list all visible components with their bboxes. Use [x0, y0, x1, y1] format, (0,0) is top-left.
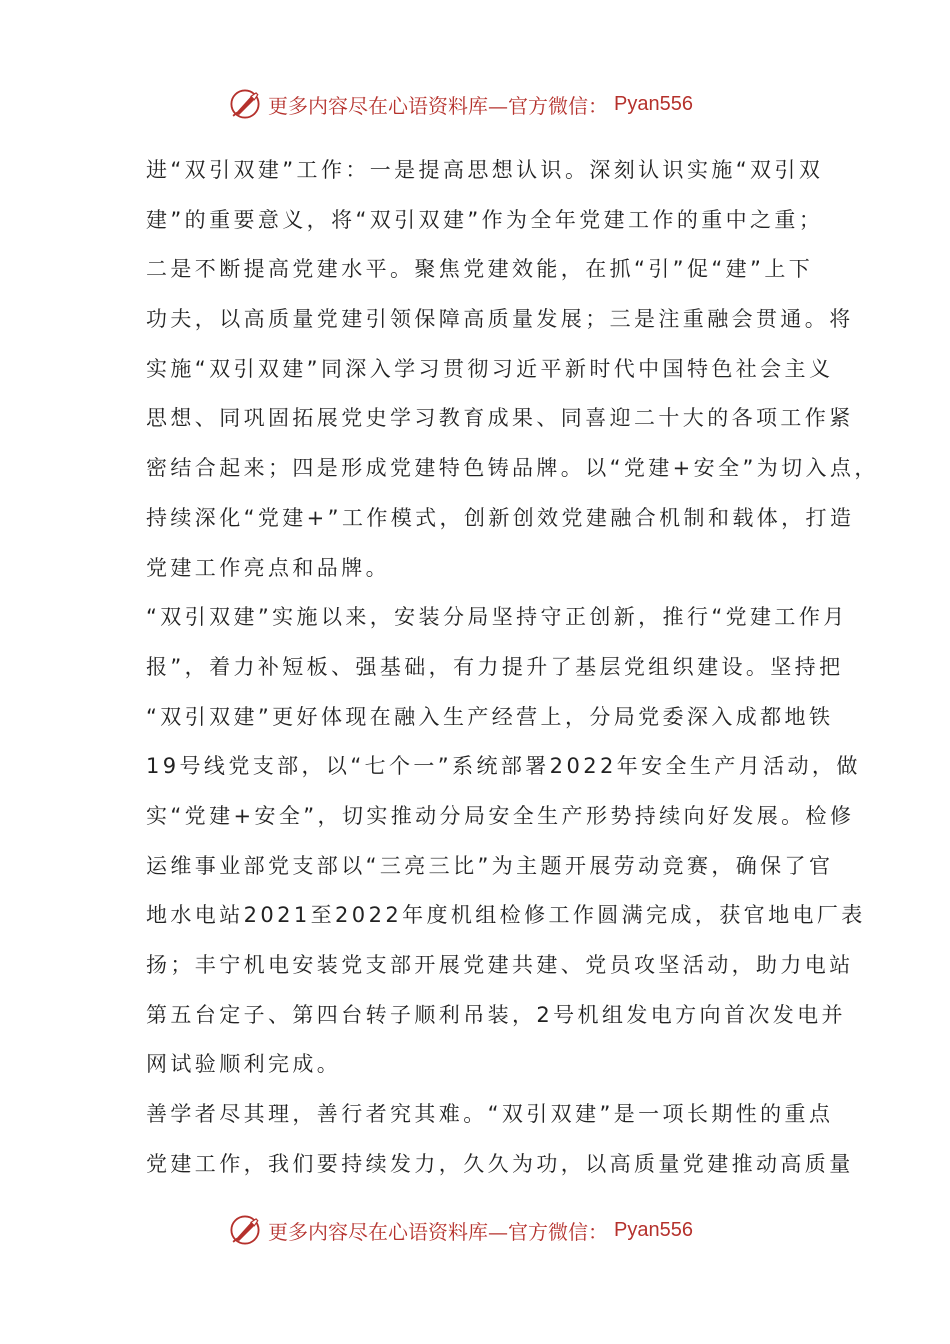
text-line: 思想、同巩固拓展党史学习教育成果、同喜迎二十大的各项工作紧: [146, 406, 854, 431]
text-line: 实施“双引双建”同深入学习贯彻习近平新时代中国特色社会主义: [146, 356, 834, 381]
text-line: 党建工作，我们要持续发力，久久为功，以高质量党建推动高质量: [146, 1151, 854, 1176]
pen-logo-icon: [228, 1213, 262, 1247]
text-line: 实“党建+安全”，切实推动分局安全生产形势持续向好发展。检修: [146, 803, 855, 828]
watermark-text: 更多内容尽在心语资料库—官方微信：: [268, 93, 608, 118]
pen-logo-icon: [228, 87, 262, 121]
text-line: 善学者尽其理，善行者究其难。“双引双建”是一项长期性的重点: [146, 1102, 834, 1127]
footer-watermark: [228, 1210, 693, 1250]
header-watermark: [228, 84, 693, 124]
watermark-text: 更多内容尽在心语资料库—官方微信：: [268, 1219, 608, 1244]
text-line: 进“双引双建”工作：一是提高思想认识。深刻认识实施“双引双: [146, 158, 824, 182]
watermark-wechat-id: Pyan556: [614, 92, 693, 115]
text-line: 功夫，以高质量党建引领保障高质量发展；三是注重融会贯通。将: [146, 307, 854, 332]
text-line: 地水电站2021至2022年度机组检修工作圆满完成，获官地电厂表: [146, 903, 866, 928]
text-line: 党建工作亮点和品牌。: [146, 555, 390, 580]
text-line: 持续深化“党建+”工作模式，创新创效党建融合机制和载体，打造: [146, 505, 855, 530]
text-line: 19号线党支部，以“七个一”系统部署2022年安全生产月活动，做: [146, 754, 861, 779]
text-line: “双引双建”更好体现在融入生产经营上，分局党委深入成都地铁: [146, 704, 834, 729]
text-line: 扬；丰宁机电安装党支部开展党建共建、党员攻坚活动，助力电站: [146, 953, 854, 977]
text-line: “双引双建”实施以来，安装分局坚持守正创新，推行“党建工作月: [146, 605, 848, 630]
text-line: 报”，着力补短板、强基础，有力提升了基层党组织建设。坚持把: [146, 654, 844, 679]
text-line: 二是不断提高党建水平。聚焦党建效能，在抓“引”促“建”上下: [146, 257, 814, 282]
text-line: 运维事业部党支部以“三亮三比”为主题开展劳动竞赛，确保了官: [146, 853, 834, 878]
text-line: 网试验顺利完成。: [146, 1052, 342, 1077]
text-line: 第五台定子、第四台转子顺利吊装，2号机组发电方向首次发电并: [146, 1002, 846, 1027]
document-body: [146, 146, 879, 1189]
watermark-wechat-id: Pyan556: [614, 1218, 693, 1241]
text-line: 建”的重要意义，将“双引双建”作为全年党建工作的重中之重；: [146, 207, 824, 232]
text-line: 密结合起来；四是形成党建特色铸品牌。以“党建+安全”为切入点，: [146, 456, 879, 481]
